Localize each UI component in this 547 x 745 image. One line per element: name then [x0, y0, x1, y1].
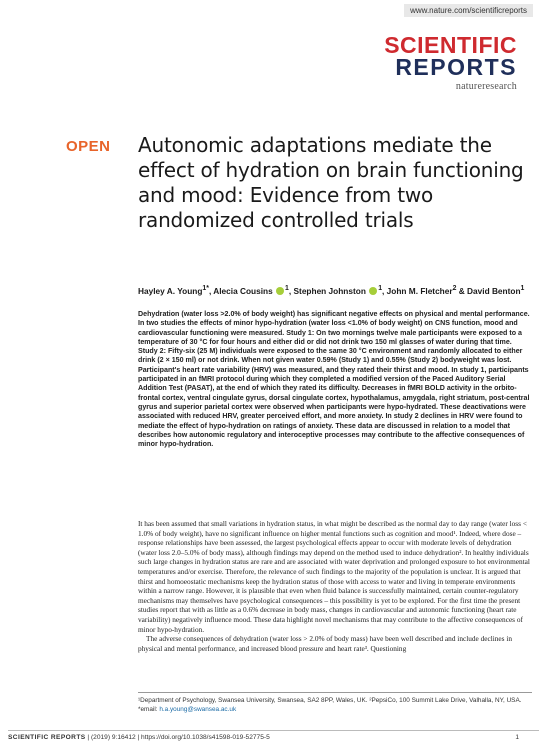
abstract: Dehydration (water loss >2.0% of body weight) has significant negative effects on physical and mental performance. In two studies the effects of minor hypo-hydration (water loss <1.0% of body weight) on CNS function, mood and cardiovascular functioning were measured. Study 1: On two mornings twelve male participants were exposed to a temperature of 30 °C for four hours and either did or did not drink two 150 ml glasses of water during that time. Study 2: Fifty-six (25 M) individuals were exposed to the same 30 °C environment and randomly allocated to either drink (2 × 150 ml) or not drink. When not given water 0.59% (Study 1) and 0.55% (Study 2) bodyweight was lost. Participant's heart rate variability (HRV) was measured, and they rated their thirst and mood. In study 1, participants participated in an fMRI protocol during which they completed a modified version of the Paced Auditory Serial Addition Test (PASAT), at the end of which they rated its difficulty. Decreases in fMRI BOLD activity in the orbito-frontal cortex, ventral cingulate gyrus, dorsal cingulate cortex, hypothalamus, amygdala, right striatum, post-central gyrus and superior parietal cortex were observed when participants were hypo-hydrated. These deactivations were associated with reduced HRV, greater perceived effort, and more anxiety. In study 2 declines in HRV were found to mediate the effect of hypo-hydration on ratings of anxiety. These data are discussed in relation to a model that describes how autonomic regulatory and interoceptive processes may contribute to the affective consequences of minor hypo-hydration. — [138, 310, 530, 449]
body-paragraph: The adverse consequences of dehydration (water loss > 2.0% of body mass) have been well described and include declines in physical and mental performance, and increased blood pressure and heart rate³. Questioning — [138, 634, 512, 653]
footer-journal-name: SCIENTIFIC REPORTS — [8, 734, 86, 741]
author-name[interactable]: Hayley A. Young — [138, 285, 203, 296]
journal-url[interactable]: www.nature.com/scientificreports — [404, 4, 533, 17]
affiliation-divider — [138, 692, 532, 693]
affiliations — [138, 697, 532, 714]
logo-line-scientific: SCIENTIFIC — [384, 32, 517, 58]
orcid-icon[interactable] — [276, 287, 284, 295]
publisher-name: natureresearch — [455, 81, 517, 92]
author-name[interactable]: Alecia Cousins — [213, 285, 273, 296]
author-affiliation-mark: 2 — [452, 285, 457, 292]
orcid-icon[interactable] — [369, 287, 377, 295]
journal-logo — [384, 34, 517, 92]
page-footer — [8, 730, 539, 741]
article-title: Autonomic adaptations mediate the effect of hydration on brain functioning and mood: Evidence from two randomized controlled trials — [138, 133, 524, 232]
author-affiliation-mark: 1 — [378, 285, 383, 292]
affiliation-text: ¹Department of Psychology, Swansea University, Swansea, SA2 8PP, Wales, UK. ²PepsiCo, 100 Summit Lake Drive, Valhalla, NY, USA. *email: — [138, 697, 522, 713]
logo-line-reports: REPORTS — [395, 54, 517, 80]
corresponding-email-link[interactable]: h.a.young@swansea.ac.uk — [159, 705, 237, 713]
page-number: 1 — [515, 734, 519, 741]
footer-divider: | — [87, 734, 90, 741]
author-name[interactable]: David Benton — [467, 285, 521, 296]
author-name[interactable]: John M. Fletcher — [386, 285, 453, 296]
footer-citation[interactable]: (2019) 9:16412 | https://doi.org/10.1038/s41598-019-52775-5 — [90, 734, 270, 741]
author-name[interactable]: Stephen Johnston — [293, 285, 366, 296]
author-affiliation-mark: 1 — [285, 285, 289, 292]
author-affiliation-mark: 1* — [202, 285, 209, 292]
author-affiliation-mark: 1 — [520, 285, 525, 292]
author-list: Hayley A. Young$^{1*}$, Alecia Cousins $^1$, Stephen Johnston $^1$, John M. Fletcher$^2$ & David Benton$^1$ — [138, 285, 525, 296]
article-body — [138, 519, 532, 653]
open-access-tag: OPEN — [66, 138, 111, 155]
body-paragraph: It has been assumed that small variations in hydration status, in what might be described as the normal day to day range (water loss < 1.0% of body weight), have no significant influence on higher mental functions such as cognition and mood¹. Indeed, where dose – response relationships have been assessed, the largest psychological effects appear to occur with moderate levels of dehydration (water loss 2.0–5.0% of body mass), although findings may depend on the method used to induce dehydration². In healthy individuals such large changes in hydration status are rare and are associated with water deprivation and prolonged exposure to hot environmental temperatures and/or exercise. Therefore, the relevance of such findings to the majority of the population is unclear. It is argued that thirst and homoeostatic mechanisms keep the hydration status of those with access to water and living in temperate environments within a narrow range. However, it is plausible that even when fluid balance is successfully maintained, certain counter-regulatory mechanisms may themselves have psychological consequences – this possibility is yet to be explored. For the first time the present studies report that with as little as a 0.6% decrease in body mass, changes in cardiovascular and autonomic functioning (heart rate variability) negatively influence mood. These data highlight novel mechanisms that may contribute to the affective consequences of minor hypo-hydration. — [138, 519, 530, 634]
